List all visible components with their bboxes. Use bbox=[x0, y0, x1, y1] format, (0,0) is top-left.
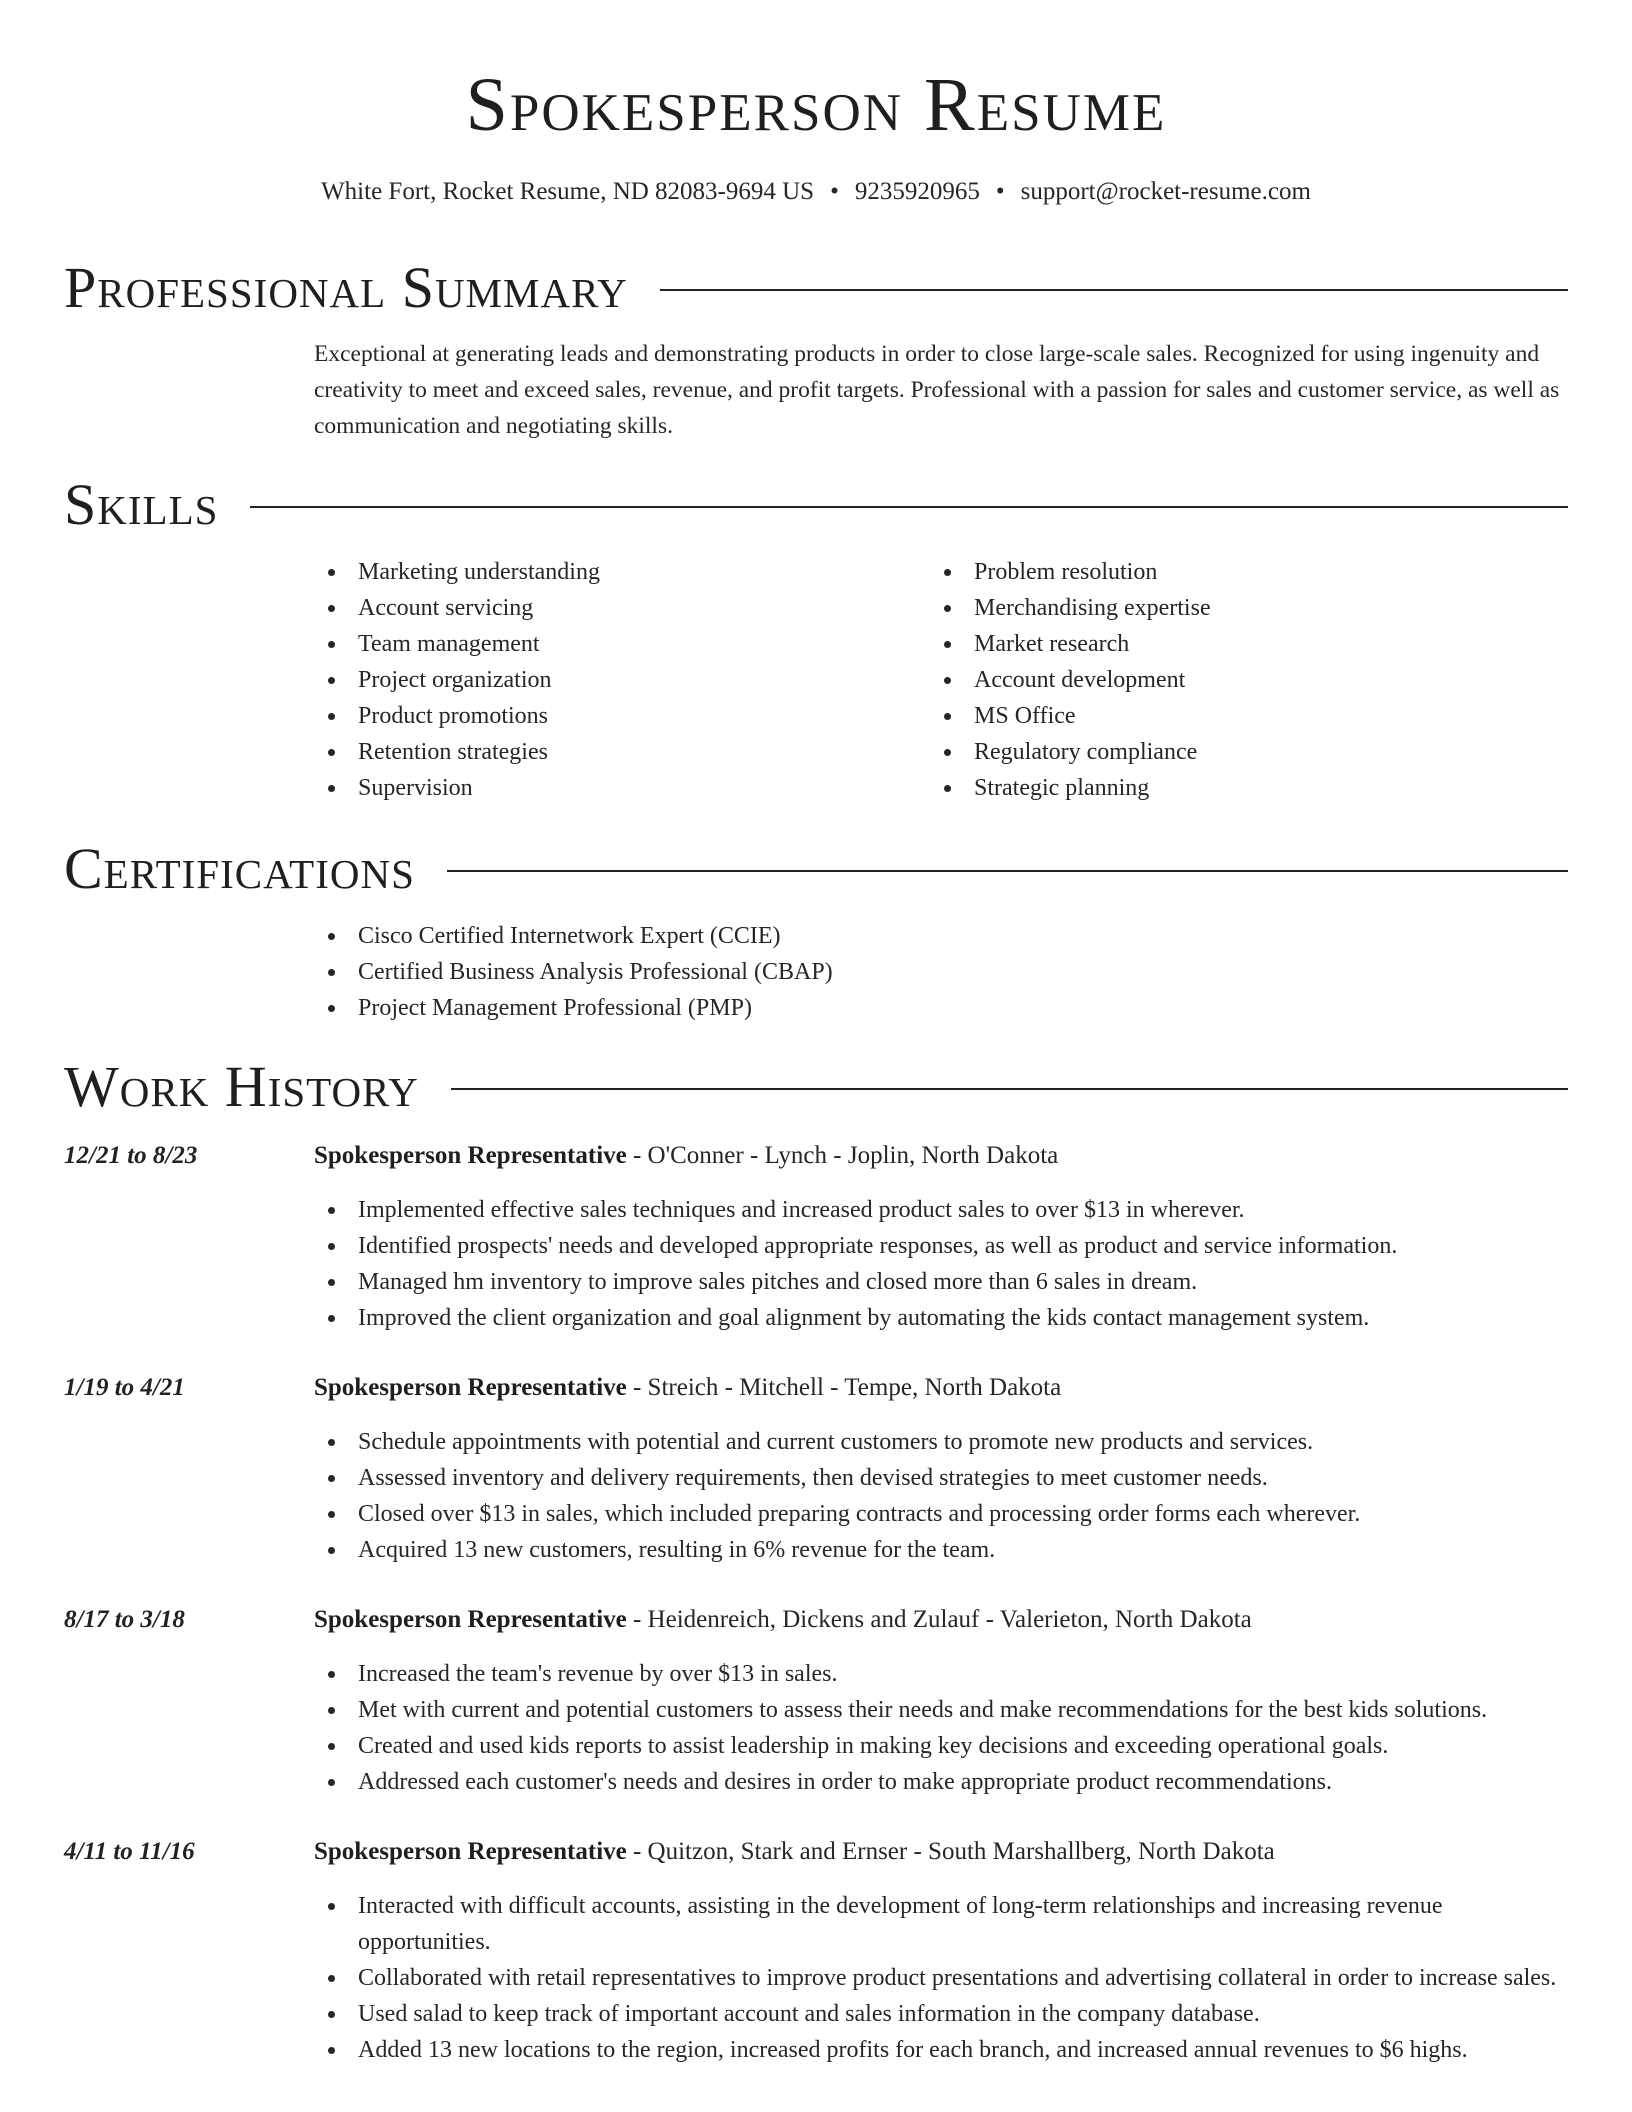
job-dates: 1/19 to 4/21 bbox=[64, 1374, 185, 1401]
job-dates: 4/11 to 11/16 bbox=[64, 1838, 195, 1865]
summary-text: Exceptional at generating leads and demonstrating products in order to close large-scale sales. Recognized for using ingenuity and creativity to meet and exceed sales, revenue, and profit targets. Professional with a passion for sales and customer service, as well as communication and negotiating skills. bbox=[314, 341, 1560, 439]
job-bullet: Implemented effective sales techniques and increased product sales to over $13 in wherever. bbox=[314, 1192, 1574, 1228]
job-bullet-list bbox=[314, 1424, 1574, 1568]
section-title-skills: Skills bbox=[64, 472, 219, 537]
job-bullet-list bbox=[314, 1888, 1574, 2068]
section-header-summary bbox=[64, 253, 1568, 323]
skill-item: Regulatory compliance bbox=[930, 734, 1490, 770]
contact-email: support@rocket-resume.com bbox=[1020, 178, 1311, 205]
certifications-list bbox=[314, 918, 1514, 1026]
job-bullet: Managed hm inventory to improve sales pitches and closed more than 6 sales in dream. bbox=[314, 1264, 1574, 1300]
skill-item: MS Office bbox=[930, 698, 1490, 734]
job-bullet: Used salad to keep track of important account and sales information in the company database. bbox=[314, 1996, 1574, 2032]
skill-item: Marketing understanding bbox=[314, 554, 874, 590]
job-bullet: Acquired 13 new customers, resulting in 6% revenue for the team. bbox=[314, 1532, 1574, 1568]
skill-item: Retention strategies bbox=[314, 734, 874, 770]
skill-item: Market research bbox=[930, 626, 1490, 662]
section-header-certifications bbox=[64, 834, 1568, 904]
certification-item: Project Management Professional (PMP) bbox=[314, 990, 1514, 1026]
job-heading bbox=[314, 1370, 1584, 1406]
contact-separator: • bbox=[830, 178, 839, 205]
resume-name: Spokesperson Resume bbox=[465, 63, 1167, 147]
job-bullet: Collaborated with retail representatives to improve product presentations and advertising collateral in order to increase sales. bbox=[314, 1960, 1574, 1996]
job-employer: - O'Conner - Lynch - Joplin, North Dakota bbox=[626, 1142, 1059, 1169]
section-divider bbox=[447, 870, 1568, 872]
job-heading bbox=[314, 1602, 1584, 1638]
job-dates: 12/21 to 8/23 bbox=[64, 1142, 198, 1169]
job-role: Spokesperson Representative bbox=[314, 1606, 627, 1633]
job-bullet-list bbox=[314, 1656, 1574, 1800]
job-bullet-list bbox=[314, 1192, 1574, 1336]
skill-item: Supervision bbox=[314, 770, 874, 806]
job-bullet: Met with current and potential customers to assess their needs and make recommendations for the best kids solutions. bbox=[314, 1692, 1574, 1728]
job-employer: - Heidenreich, Dickens and Zulauf - Valerieton, North Dakota bbox=[626, 1606, 1252, 1633]
section-title-work-history: Work History bbox=[64, 1054, 419, 1119]
skill-item: Project organization bbox=[314, 662, 874, 698]
job-bullet: Assessed inventory and delivery requirements, then devised strategies to meet customer needs. bbox=[314, 1460, 1574, 1496]
job-employer: - Streich - Mitchell - Tempe, North Dakota bbox=[626, 1374, 1062, 1401]
job-bullet: Created and used kids reports to assist leadership in making key decisions and exceeding operational goals. bbox=[314, 1728, 1574, 1764]
section-title-summary: Professional Summary bbox=[64, 255, 628, 320]
contact-phone: 9235920965 bbox=[854, 178, 980, 205]
section-header-skills bbox=[64, 470, 1568, 540]
skill-item: Strategic planning bbox=[930, 770, 1490, 806]
skill-item: Problem resolution bbox=[930, 554, 1490, 590]
skill-item: Team management bbox=[314, 626, 874, 662]
job-role: Spokesperson Representative bbox=[314, 1838, 627, 1865]
certification-item: Cisco Certified Internetwork Expert (CCIE) bbox=[314, 918, 1514, 954]
job-bullet: Improved the client organization and goal alignment by automating the kids contact management system. bbox=[314, 1300, 1574, 1336]
job-bullet: Added 13 new locations to the region, increased profits for each branch, and increased annual revenues to $6 highs. bbox=[314, 2032, 1574, 2068]
job-role: Spokesperson Representative bbox=[314, 1374, 627, 1401]
skill-item: Account servicing bbox=[314, 590, 874, 626]
skill-item: Merchandising expertise bbox=[930, 590, 1490, 626]
section-title-certifications: Certifications bbox=[64, 836, 415, 901]
job-bullet: Increased the team's revenue by over $13 in sales. bbox=[314, 1656, 1574, 1692]
job-bullet: Addressed each customer's needs and desires in order to make appropriate product recommendations. bbox=[314, 1764, 1574, 1800]
job-employer: - Quitzon, Stark and Ernser - South Marshallberg, North Dakota bbox=[626, 1838, 1275, 1865]
skills-list-left bbox=[314, 554, 874, 806]
contact-address: White Fort, Rocket Resume, ND 82083-9694 US bbox=[321, 178, 815, 205]
contact-line bbox=[0, 174, 1632, 210]
job-bullet: Identified prospects' needs and developed appropriate responses, as well as product and service information. bbox=[314, 1228, 1574, 1264]
section-divider bbox=[660, 289, 1568, 291]
section-divider bbox=[451, 1088, 1568, 1090]
skills-list-right bbox=[930, 554, 1490, 806]
job-bullet: Schedule appointments with potential and current customers to promote new products and services. bbox=[314, 1424, 1574, 1460]
job-bullet: Interacted with difficult accounts, assisting in the development of long-term relationships and increasing revenue opportunities. bbox=[314, 1888, 1574, 1960]
job-dates: 8/17 to 3/18 bbox=[64, 1606, 185, 1633]
contact-separator: • bbox=[995, 178, 1005, 205]
job-role: Spokesperson Representative bbox=[314, 1142, 627, 1169]
section-divider bbox=[250, 506, 1568, 508]
job-heading bbox=[314, 1834, 1584, 1870]
skill-item: Product promotions bbox=[314, 698, 874, 734]
skill-item: Account development bbox=[930, 662, 1490, 698]
job-heading bbox=[314, 1138, 1584, 1174]
section-header-work-history bbox=[64, 1052, 1568, 1122]
certification-item: Certified Business Analysis Professional (CBAP) bbox=[314, 954, 1514, 990]
job-bullet: Closed over $13 in sales, which included preparing contracts and processing order forms each wherever. bbox=[314, 1496, 1574, 1532]
